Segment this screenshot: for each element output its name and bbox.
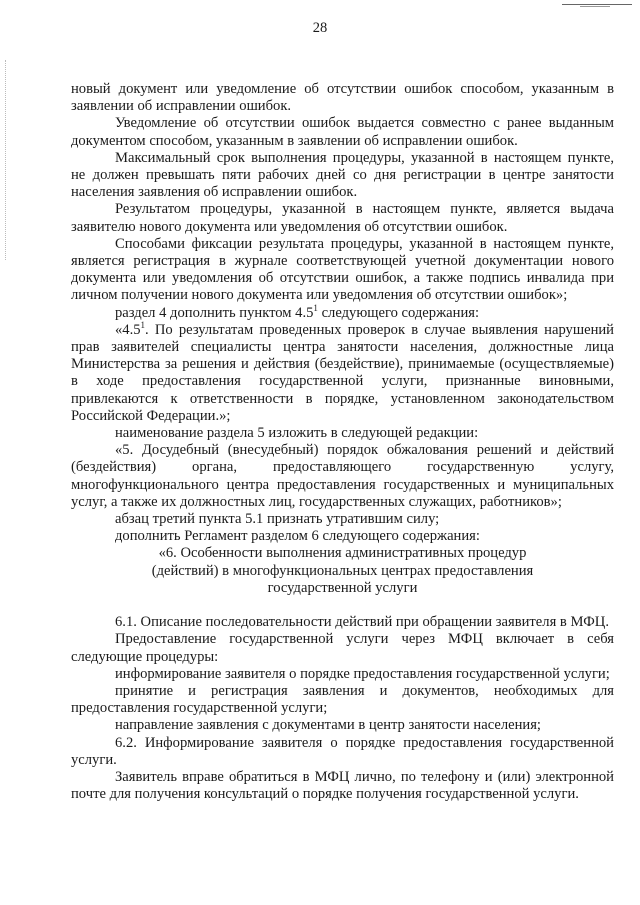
section-title-line: государственной услуги: [267, 579, 418, 596]
paragraph: [71, 319, 614, 425]
page-number: 28: [312, 20, 328, 36]
paragraph: Предоставление государственной услуги через МФЦ включает в себя следующие процедуры:: [71, 631, 614, 665]
paragraph-text: . По результатам проведенных проверок в случае выявления нарушений прав заявителей специалисты центра занятости населения, должностные лица Министерства за решения и действия (бездействие), принимаемые (осуществляемые) в ходе предоставления государственной услуги, признанные виновными, привлекаются к ответственности в порядке, установленном законодательством Российской Федерации.»;: [71, 321, 614, 424]
paragraph: «5. Досудебный (внесудебный) порядок обжалования решений и действий (бездействия) органа, предоставляющего государственную услугу, многофункционального центра предоставления государственных и муниципальных услуг, а также их должностных лиц, государственных служащих, работников»;: [71, 442, 614, 510]
paragraph: Заявитель вправе обратиться в МФЦ лично, по телефону и (или) электронной почте для получения консультаций о порядке получения государственной услуги.: [71, 768, 614, 803]
document-body: [71, 81, 614, 803]
section-title-line: (действий) в многофункциональных центрах предоставления: [151, 562, 534, 579]
paragraph: [71, 302, 614, 322]
paragraph: Результатом процедуры, указанной в настоящем пункте, является выдача заявителю нового документа или уведомления об отсутствии ошибок.: [71, 201, 614, 235]
paragraph-text: следующего содержания:: [317, 304, 480, 321]
paragraph-text: раздел 4 дополнить пунктом 4.5: [115, 304, 314, 321]
paragraph: Максимальный срок выполнения процедуры, указанной в настоящем пункте, не должен превышать пяти рабочих дней со дня регистрации в центре занятости населения заявления об исправлении ошибок.: [71, 149, 614, 201]
paragraph: наименование раздела 5 изложить в следующей редакции:: [115, 425, 479, 442]
paragraph: направление заявления с документами в центр занятости населения;: [115, 717, 541, 734]
paragraph: информирование заявителя о порядке предоставления государственной услуги;: [115, 665, 610, 682]
scan-artifact-line: [562, 4, 632, 5]
paragraph: Уведомление об отсутствии ошибок выдается совместно с ранее выданным документом способом, указанным в заявлении об исправлении ошибок.: [71, 115, 614, 149]
paragraph: абзац третий пункта 5.1 признать утратившим силу;: [115, 511, 440, 528]
paragraph: новый документ или уведомление об отсутствии ошибок способом, указанным в заявлении об исправлении ошибок.: [71, 81, 614, 115]
margin-artifact: [5, 60, 8, 260]
paragraph: принятие и регистрация заявления и документов, необходимых для предоставления государственной услуги;: [71, 682, 614, 717]
paragraph: 6.2. Информирование заявителя о порядке предоставления государственной услуги.: [71, 734, 614, 768]
paragraph: 6.1. Описание последовательности действий при обращении заявителя в МФЦ.: [115, 614, 609, 631]
paragraph: Способами фиксации результата процедуры, указанной в настоящем пункте, является регистрация в журнале соответствующей учетной документации нового документа или уведомления об отсутствии ошибок, а также подпись инвалида при личном получении нового документа или уведомления об отсутствии ошибок»;: [71, 235, 614, 304]
superscript: 1: [313, 302, 318, 313]
paragraph-text: «4.5: [115, 321, 141, 338]
scan-artifact-line: [580, 6, 610, 7]
paragraph: дополнить Регламент разделом 6 следующего содержания:: [115, 528, 480, 545]
section-title-line: «6. Особенности выполнения административных процедур: [158, 545, 527, 562]
superscript: 1: [140, 319, 146, 330]
